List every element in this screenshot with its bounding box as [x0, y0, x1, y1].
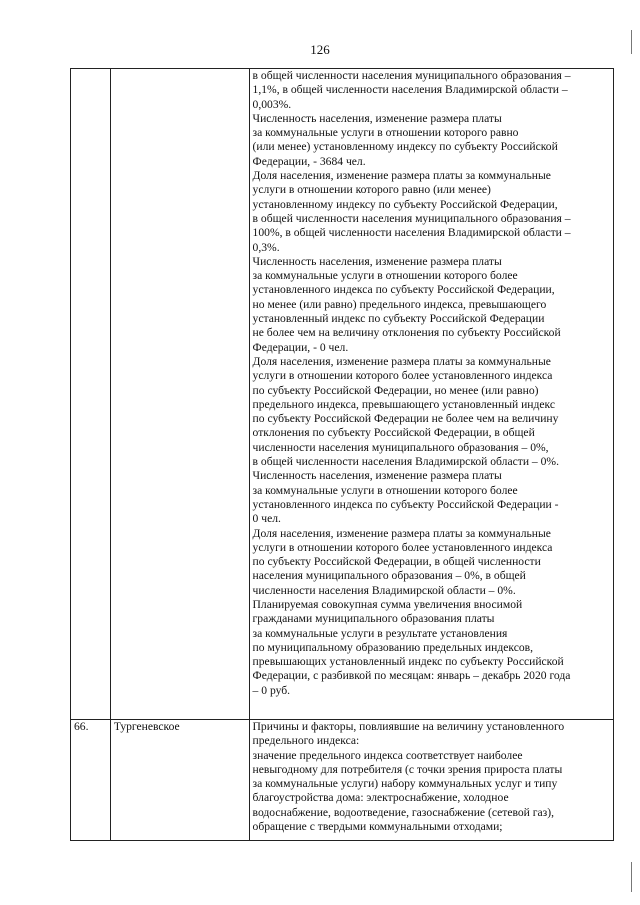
text-line: предельного индекса: [252, 734, 360, 748]
municipality-name-cell: Тургеневское [110, 720, 249, 841]
text-line: 0,3%. [252, 240, 280, 254]
text-line: в общей численности населения муниципального образования – [252, 69, 571, 82]
text-line: 100%, в общей численности населения Владимирской области – [252, 226, 571, 240]
text-line: Федерации, с разбивкой по месяцам: январь – декабрь 2020 года [252, 669, 571, 683]
page-number: 126 [310, 42, 330, 57]
text-line: 0 чел. [252, 512, 281, 526]
description-cell [249, 720, 613, 841]
text-line: установленному индексу по субъекту Российской Федерации, [252, 197, 558, 211]
text-line: Причины и факторы, повлиявшие на величину установленного [252, 720, 565, 733]
text-line: населения муниципального образования – 0%, в общей [252, 569, 526, 583]
text-line: Доля населения, изменение размера платы за коммунальные [252, 169, 551, 183]
municipality-name-cell [110, 69, 249, 720]
text-line: за коммунальные услуги в результате установления [252, 626, 508, 640]
text-line: по субъекту Российской Федерации не более чем на величину [252, 412, 559, 426]
text-line: за коммунальные услуги) набору коммунальных услуг и типу [252, 777, 558, 791]
text-line: Федерации, - 0 чел. [252, 340, 349, 354]
text-line: Численность населения, изменение размера платы [252, 111, 502, 125]
text-line: по субъекту Российской Федерации, в общей численности [252, 555, 541, 569]
text-line: за коммунальные услуги в отношении которого равно [252, 126, 519, 140]
text-line: Доля населения, изменение размера платы за коммунальные [252, 526, 551, 540]
description-cell [249, 69, 613, 720]
text-line: водоснабжение, водоотведение, газоснабжение (сетевой газ), [252, 805, 555, 819]
text-line: не более чем на величину отклонения по субъекту Российской [252, 326, 561, 340]
text-line: услуги в отношении которого более установленного индекса [252, 540, 553, 554]
text-line: в общей численности населения муниципального образования – [252, 211, 571, 225]
text-line: за коммунальные услуги в отношении которого более [252, 483, 518, 497]
text-line: по муниципальному образованию предельных индексов, [252, 640, 534, 654]
text-line: установленного индекса по субъекту Российской Федерации - [252, 497, 559, 511]
text-line: за коммунальные услуги в отношении которого более [252, 269, 518, 283]
text-line: Численность населения, изменение размера платы [252, 469, 502, 483]
row-number-cell: 66. [71, 720, 111, 841]
text-line: Планируемая совокупная сумма увеличения вносимой [252, 597, 523, 611]
text-line: численности населения Владимирской области – 0%. [252, 583, 516, 597]
text-line: превышающих установленный индекс по субъекту Российской [252, 655, 564, 669]
text-line: но менее (или равно) предельного индекса, превышающего [252, 297, 547, 311]
text-line: Численность населения, изменение размера платы [252, 254, 502, 268]
text-line: обращение с твердыми коммунальными отходами; [252, 820, 503, 834]
margin-scan-mark [631, 862, 632, 892]
margin-scan-mark [631, 30, 632, 54]
text-line: установленного индекса по субъекту Российской Федерации, [252, 283, 555, 297]
text-line: гражданами муниципального образования платы [252, 612, 495, 626]
table-row [71, 69, 614, 720]
text-line: благоустройства дома: электроснабжение, холодное [252, 791, 509, 805]
text-line: 0,003%. [252, 97, 292, 111]
text-line: (или менее) установленному индексу по субъекту Российской [252, 140, 558, 154]
text-line: численности населения муниципального образования – 0%, [252, 440, 549, 454]
municipal-index-table [70, 68, 614, 841]
text-line: в общей численности населения Владимирской области – 0%. [252, 455, 559, 469]
text-line: значение предельного индекса соответствует наиболее [252, 748, 523, 762]
text-line: услуги в отношении которого более установленного индекса [252, 369, 553, 383]
table-row [71, 720, 614, 841]
text-line: – 0 руб. [252, 683, 291, 697]
text-line: услуги в отношении которого равно (или менее) [252, 183, 491, 197]
text-line: установленный индекс по субъекту Российской Федерации [252, 312, 545, 326]
text-line: 1,1%, в общей численности населения Владимирской области – [252, 83, 568, 97]
text-line: Федерации, - 3684 чел. [252, 154, 366, 168]
text-line: невыгодному для потребителя (с точки зрения прироста платы [252, 762, 563, 776]
text-line: предельного индекса, превышающего установленный индекс [252, 397, 556, 411]
row-number-cell [71, 69, 111, 720]
text-line: отклонения по субъекту Российской Федерации, в общей [252, 426, 535, 440]
text-line: Доля населения, изменение размера платы за коммунальные [252, 354, 551, 368]
text-line: по субъекту Российской Федерации, но менее (или равно) [252, 383, 539, 397]
